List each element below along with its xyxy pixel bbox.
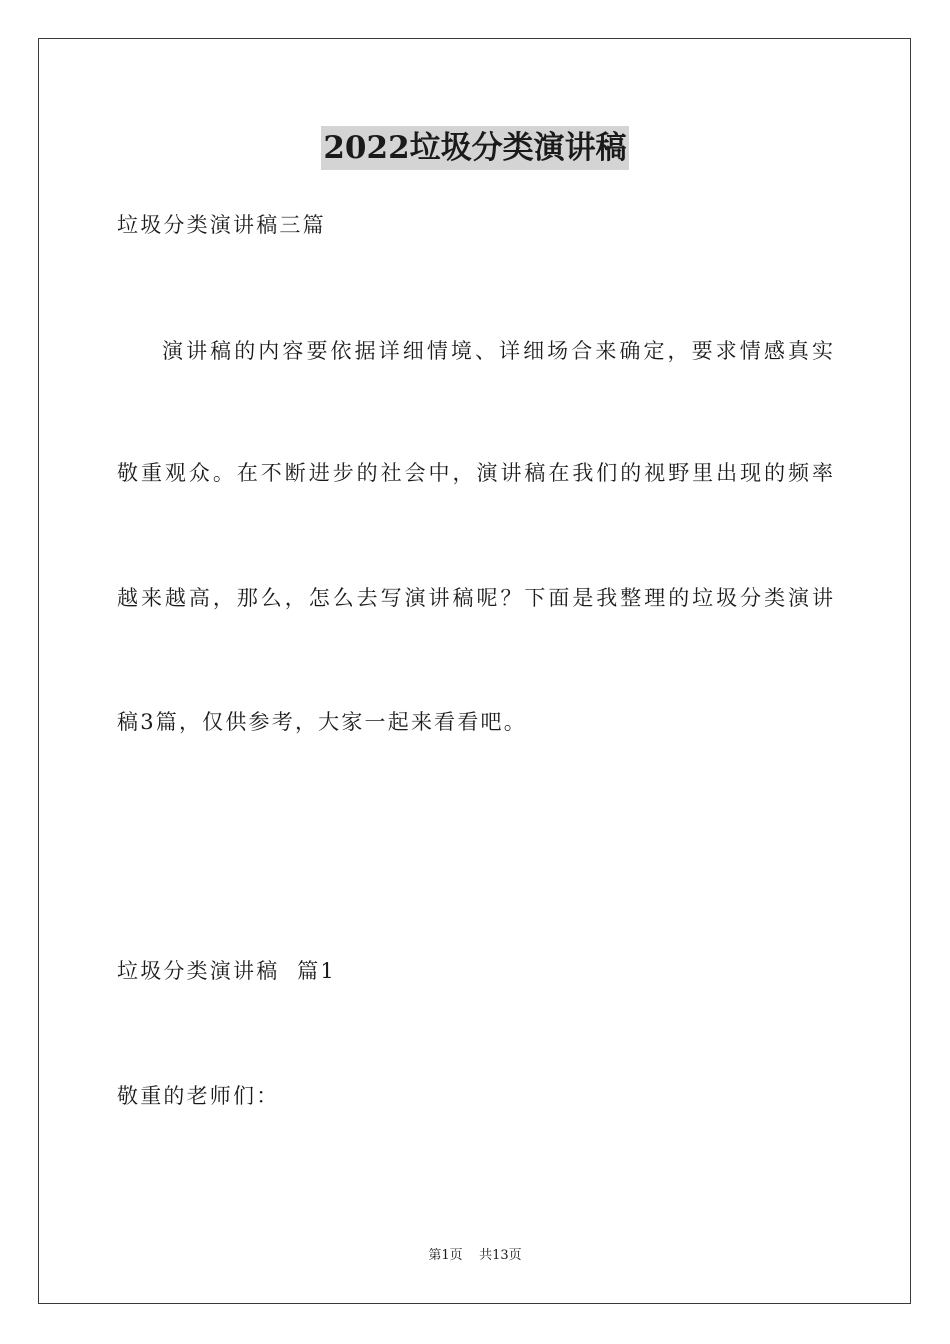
intro-paragraph-line: 稿3篇，仅供参考，大家一起来看看吧。	[117, 710, 527, 734]
page-footer	[0, 1247, 950, 1265]
page-total: 共13页	[479, 1248, 522, 1263]
document-subtitle: 垃圾分类演讲稿三篇	[117, 213, 326, 237]
intro-paragraph-line: 演讲稿的内容要依据详细情境、详细场合来确定，要求情感真实	[162, 339, 833, 363]
document-title	[0, 126, 950, 170]
intro-paragraph-line: 敬重观众。在不断进步的社会中，演讲稿在我们的视野里出现的频率	[117, 461, 833, 485]
document-title-text: 2022垃圾分类演讲稿	[321, 126, 628, 170]
page-number: 第1页	[428, 1248, 463, 1263]
section-heading: 垃圾分类演讲稿 篇1	[117, 959, 336, 983]
intro-paragraph-line: 越来越高，那么，怎么去写演讲稿呢？下面是我整理的垃圾分类演讲	[117, 586, 833, 610]
salutation: 敬重的老师们：	[117, 1084, 280, 1108]
